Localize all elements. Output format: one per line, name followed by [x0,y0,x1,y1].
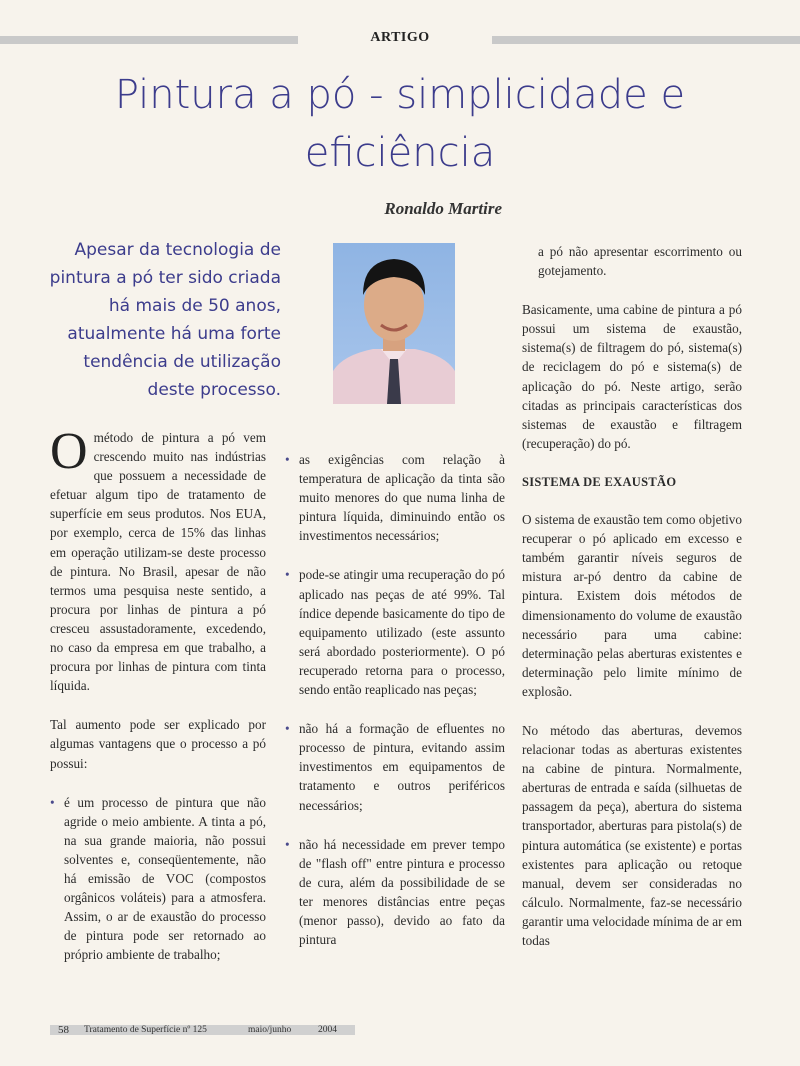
column-3 [522,242,742,950]
column-1 [50,423,266,964]
bullet-marker-icon: • [285,721,290,737]
bullet-text: não há a formação de efluentes no processo de pintura, evitando assim investimentos em equipamentos de tratamento e outros periféricos necessários; [299,721,505,813]
bullet-item [285,835,505,950]
bullet-item [285,565,505,699]
magazine-name: Tratamento de Superfície nº 125 [84,1025,207,1035]
paragraph: No método das aberturas, devemos relacionar todas as aberturas existentes na cabine de pintura. Normalmente, aberturas de entrada e saída (silhuetas de passagem da peça), abertura do sistema transportador, aberturas para pistola(s) de pintura automática (se existente) e portas existentes para aplicação ou retoque manual, devem ser consideradas no cálculo. Normalmente, faz-se necessário garantir uma velocidade mínima de ar em todas [522,722,742,948]
section-subheading: SISTEMA DE EXAUSTÃO [522,474,677,489]
paragraph: Tal aumento pode ser explicado por algumas vantagens que o processo a pó possui: [50,717,266,771]
bullet-marker-icon: • [285,567,290,583]
issue-months: maio/junho [248,1025,292,1035]
bullet-text: é um processo de pintura que não agride o meio ambiente. A tinta a pó, na sua grande maioria, não possui solventes e, conseqüentemente, não há emissão de VOC (compostos orgânicos voláteis) para a atmosfera. Assim, o ar de exaustão do processo de pintura pode ser retornado ao próprio ambiente de trabalho; [64,794,266,963]
bullet-item [285,450,505,545]
bullet-marker-icon: • [285,836,290,852]
intro-paragraph [50,423,266,695]
bullet-item [285,719,505,814]
bullet-text: pode-se atingir uma recuperação do pó aplicado nas peças de até 99%. Tal índice depende basicamente do tipo de equipamento utilizado (este assunto será abordado posteriormente). O pó recuperado retorna para o processo, sendo então reaplicado nas peças; [299,567,505,698]
paragraph: O sistema de exaustão tem como objetivo recuperar o pó aplicado em excesso e também garantir níveis seguros de mistura ar-pó dentro da cabine de pintura. Existem dois métodos de dimensionamento do volume de exaustão necessário para uma cabine: determinação pelas aberturas existentes e determinação pelo limite mínimo de explosão. [522,512,742,699]
lead-line: pintura a pó ter sido criada [49,268,281,288]
article-author: Ronaldo Martire [384,199,502,218]
article-title: Pintura a pó - simplicidade e eficiência [114,72,686,176]
paragraph: Basicamente, uma cabine de pintura a pó possui um sistema de exaustão, sistema(s) de filtragem do pó, sistema(s) de reciclagem do pó e sistema(s) de aplicação do pó. Neste artigo, serão citadas as principais características dos sistemas de exaustão e filtragem (recuperação) do pó. [522,302,742,451]
bullet-text: não há necessidade em prever tempo de "flash off" entre pintura e processo de cura, além da possibilidade de se ter menores distâncias entre peças (menor passo), devido ao fato da pintura [299,836,505,948]
lead-line: há mais de 50 anos, [108,296,281,316]
bullet-item [50,793,266,965]
issue-year: 2004 [318,1025,337,1035]
page-number: 58 [58,1024,69,1036]
lead-line: Apesar da tecnologia de [74,240,281,260]
section-label: ARTIGO [370,30,430,45]
drop-cap: O [50,423,88,480]
bullet-text: as exigências com relação à temperatura de aplicação da tinta são muito menores do que numa linha de pintura líquida, diminuindo então os investimentos necessários; [299,452,505,544]
lead-line: deste processo. [147,380,281,400]
bullet-marker-icon: • [50,794,55,810]
page-footer [50,1025,355,1035]
bullet-marker-icon: • [285,452,290,467]
lead-line: atualmente há uma forte [67,324,281,344]
lead-quote [45,236,281,404]
author-photo [333,243,455,404]
continued-text: a pó não apresentar escorrimento ou gotejamento. [538,244,742,279]
lead-line: tendência de utilização [83,352,281,372]
intro-text: método de pintura a pó vem crescendo muito nas indústrias que possuem a necessidade de efetuar algum tipo de tratamento de superfície em seus produtos. Nos EUA, por exemplo, cerca de 15% das linhas em operação utilizam-se deste processo de pintura. No Brasil, apesar de não termos uma pesquisa neste sentido, a procura por linhas de pintura a pó cresceu assustadoramente, excedendo, no caso da empresa em que trabalho, a procura por linhas de pintura com tinta líquida. [50,430,266,694]
author-portrait [333,243,455,404]
column-2 [285,450,505,949]
